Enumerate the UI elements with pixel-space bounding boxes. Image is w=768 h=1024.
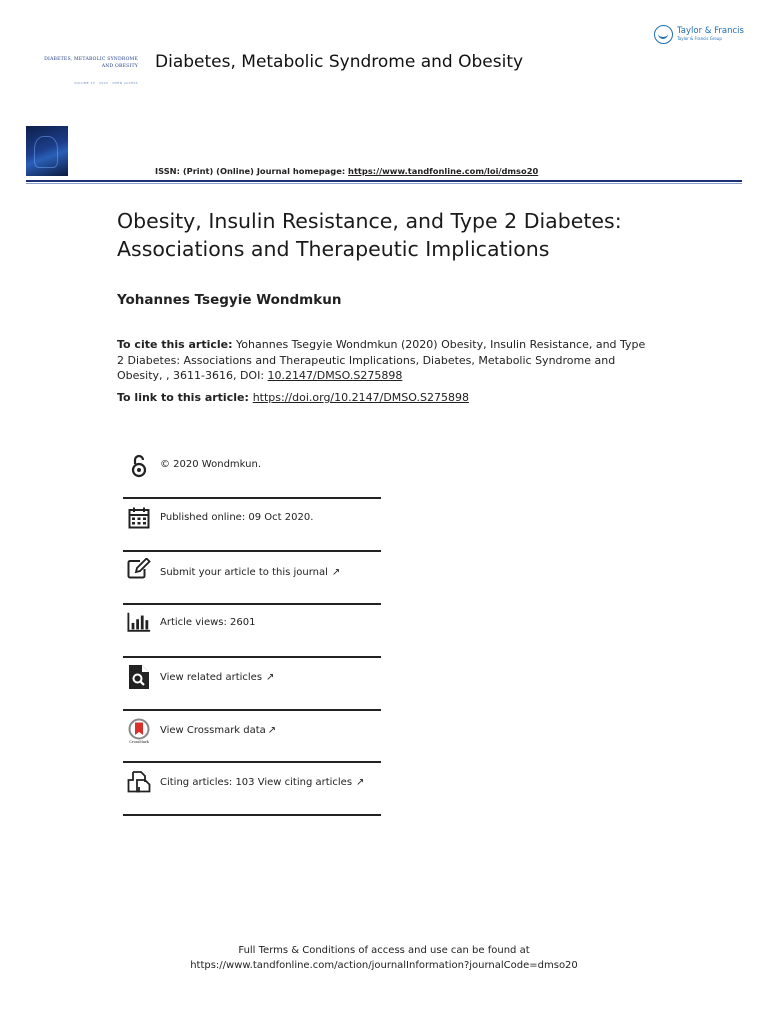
open-access-lock-icon (127, 454, 151, 478)
published-date-text: Published online: 09 Oct 2020. (160, 512, 314, 523)
crossmark-text: View Crossmark data (160, 725, 266, 736)
external-link-icon: ↗ (267, 725, 277, 736)
publisher-name: Taylor & Francis (677, 26, 744, 37)
external-link-icon: ↗ (331, 567, 341, 578)
taylor-francis-logo-icon (654, 25, 673, 44)
citation-block (117, 337, 652, 384)
edit-icon (127, 557, 151, 581)
link-label: To link to this article: (117, 391, 253, 404)
journal-cover-image (26, 126, 68, 176)
published-row (123, 498, 381, 550)
calendar-icon (127, 506, 151, 530)
footer-line1: Full Terms & Conditions of access and use can be found at (238, 945, 530, 956)
crossmark-row[interactable] (123, 710, 381, 762)
divider (123, 814, 381, 816)
issn-prefix: ISSN: (Print) (Online) Journal homepage: (155, 166, 349, 176)
journal-mini-title (28, 57, 138, 70)
article-views-row (123, 604, 381, 656)
document-search-icon (127, 665, 151, 689)
related-articles-label[interactable] (160, 672, 274, 683)
header-rule (26, 180, 742, 182)
bar-chart-icon (127, 610, 151, 634)
citing-articles-label[interactable] (160, 777, 364, 788)
cite-label: To cite this article: (117, 338, 233, 351)
article-views-text: Article views: 2601 (160, 617, 256, 628)
article-title: Obesity, Insulin Resistance, and Type 2 Diabetes: Associations and Therapeutic Implications (117, 209, 622, 261)
terms-footer (0, 943, 768, 973)
journal-title: Diabetes, Metabolic Syndrome and Obesity (155, 52, 524, 72)
crossmark-label[interactable] (160, 725, 276, 736)
copyright-text: © 2020 Wondmkun. (160, 459, 261, 470)
journal-homepage-link[interactable]: https://www.tandfonline.com/loi/dmso20 (348, 166, 539, 176)
doi-link[interactable]: 10.2147/DMSO.S275898 (267, 369, 403, 382)
article-doi-url-link[interactable]: https://doi.org/10.2147/DMSO.S275898 (252, 391, 469, 404)
citing-articles-icon (127, 770, 151, 794)
crossmark-badge-text: CrossMark (129, 740, 149, 744)
article-link-line (117, 391, 469, 404)
mini-title-line1: DIABETES, METABOLIC SYNDROME (44, 57, 138, 62)
submit-article-label[interactable] (160, 567, 340, 578)
open-access-row (123, 440, 381, 492)
publisher-sub: Taylor & Francis Group (677, 35, 722, 41)
crossmark-icon (127, 716, 151, 746)
submit-article-row[interactable] (123, 551, 381, 603)
related-articles-row[interactable] (123, 657, 381, 709)
header-rule-thin (26, 183, 742, 184)
citing-articles-row[interactable] (123, 762, 381, 814)
related-articles-text: View related articles (160, 672, 263, 683)
external-link-icon: ↗ (266, 672, 275, 683)
cite-text: Yohannes Tsegyie Wondmkun (2020) Obesity, Insulin Resistance, and Type 2 Diabetes: Associations and Therapeutic Implications, Diabetes, Metabolic Syndrome and Obesity, , 3611-3616, DOI: (117, 338, 646, 382)
submit-article-text: Submit your article to this journal (160, 567, 328, 578)
journal-mini-volume: VOLUME 13 · 2020 · OPEN ACCESS (74, 81, 138, 85)
taylor-francis-logo[interactable] (654, 22, 749, 46)
article-author: Yohannes Tsegyie Wondmkun (117, 292, 342, 308)
issn-line (155, 166, 538, 176)
external-link-icon: ↗ (356, 777, 365, 788)
mini-title-line2: AND OBESITY (101, 63, 138, 69)
footer-terms-link[interactable]: https://www.tandfonline.com/action/journalInformation?journalCode=dmso20 (190, 960, 578, 971)
citing-articles-text: Citing articles: 103 View citing articles (160, 777, 353, 788)
